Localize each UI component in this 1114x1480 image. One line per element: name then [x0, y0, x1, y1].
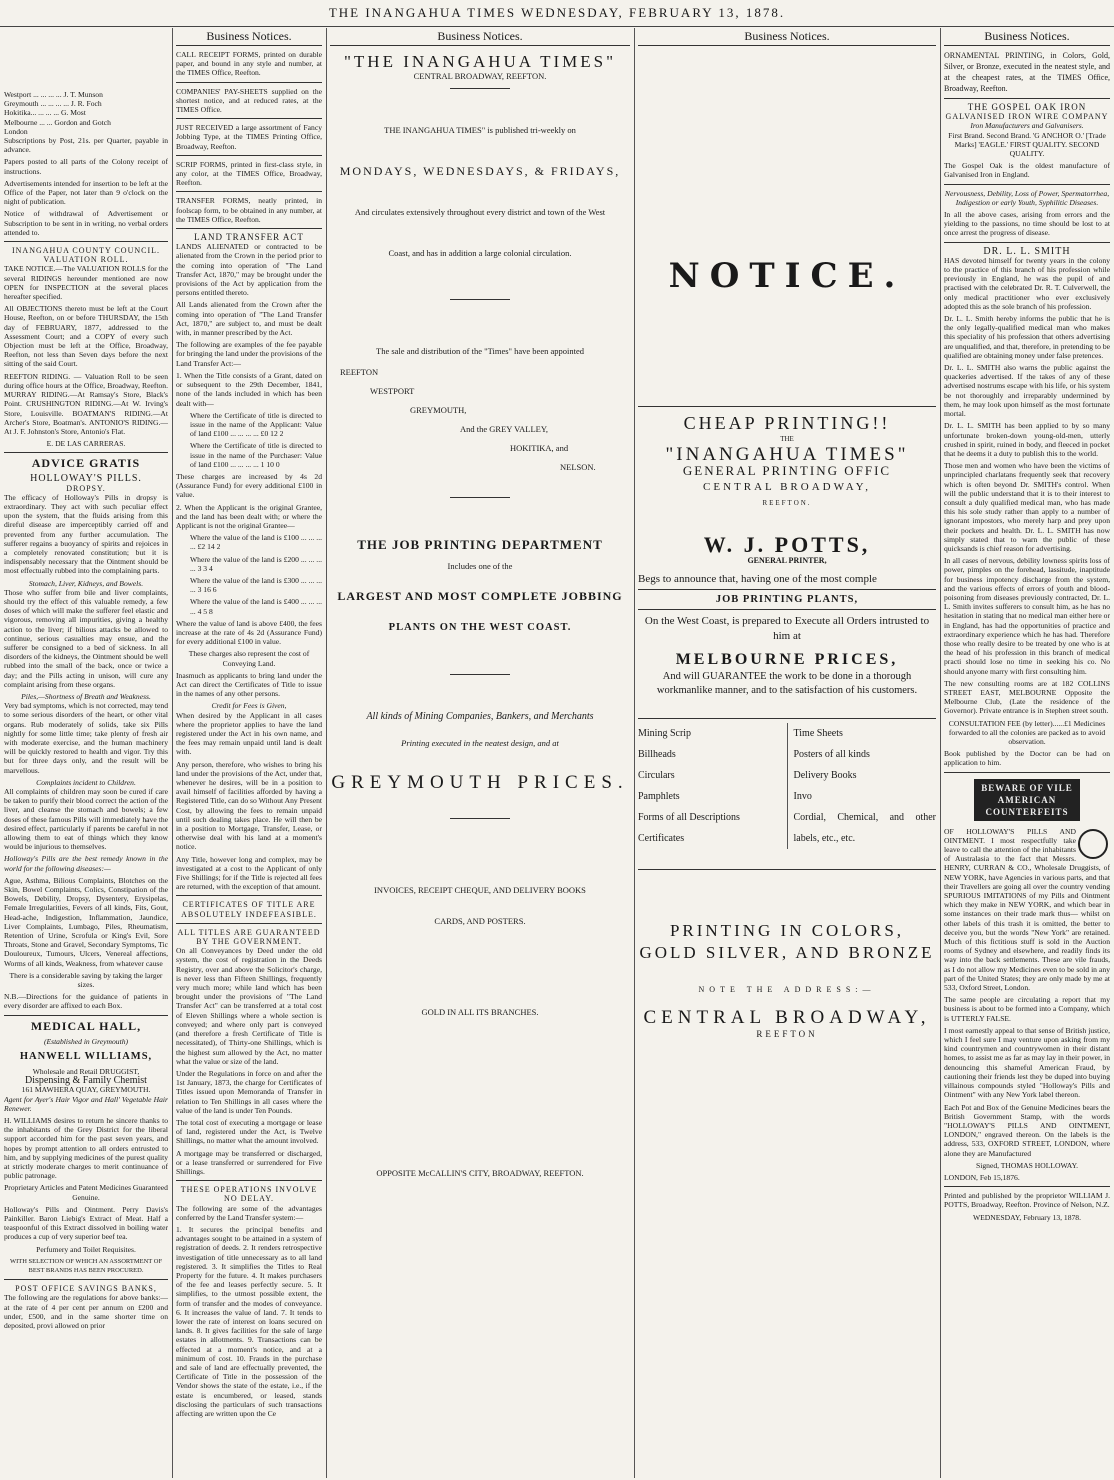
receipt-forms-ad: CALL RECEIPT FORMS, printed on durable paper, and bound in any style and number, at the TIMES Office, Reefton. — [176, 50, 322, 78]
products-text: Holloway's Pills and Ointment. Perry Davis's Painkiller. Baron Liebig's Extract of Meat. Half a teaspoonful of this Extract dissolved in boiling water produces a cup of very superior beef tea. — [4, 1204, 168, 1242]
service-item: Time Sheets — [793, 728, 843, 739]
place-name: And the GREY VALLEY, — [460, 424, 548, 434]
savings-heading: POST OFFICE SAVINGS BANKS, — [15, 1284, 157, 1294]
cards-text: CARDS, AND POSTERS. — [434, 916, 526, 926]
column-3 — [330, 28, 630, 1476]
notice-heading: NOTICE. — [668, 256, 906, 296]
stomach-heading: Stomach, Liver, Kidneys, and Bowels. — [28, 578, 144, 588]
imprint-text: Printed and published by the proprietor WILLIAM J. POTTS, Broadway, Reefton. Province of Nelson, N.Z. — [944, 1191, 1110, 1210]
ridings-text: REEFTON RIDING. — Valuation Roll to be seen during office hours at the Office, Broadway, Reefton. MURRAY RIDING.—At Ramsay's Store, Black's Point. CRUSHINGTON RIDING.—At W. Irving's Store, Louisville. BOATMAN'S RIDING.—At Archer's Store, Boatman's. ANTONIO'S RIDING.—At J. F. Johnston's Store, Antonio's Flat. — [4, 371, 168, 436]
ads-text: Advertisements intended for insertion to be left at the Office of the Paper, not later than 9 o'clock on the night of publication. — [4, 178, 168, 207]
fee-item: These charges are increased by 4s 2d (Assurance Fund) for every additional £100 in value. — [176, 471, 322, 500]
withdrawal-text: Notice of withdrawal of Advertisement or Subscription to be sent in in writing, no verbal orders attended to. — [4, 209, 168, 237]
imprint-date: WEDNESDAY, February 13, 1878. — [973, 1212, 1081, 1222]
manufacturers-text: Iron Manufacturers and Galvanisers. — [970, 121, 1084, 131]
council-heading: INANGAHUA COUNTY COUNCIL. — [11, 246, 161, 256]
job-department-heading: THE JOB PRINTING DEPARTMENT — [357, 537, 603, 552]
agent-line: London — [4, 126, 28, 136]
williams-text: H. WILLIAMS desires to return he sincere thanks to the inhabitants of the Grey District for the liberal support accorded him for the past seven years, and hopes by prompt attention to all orders entrusted to him, and by supplying medicines of the purest quality at strictly moderate charges to merit continuance of public patronage. — [4, 1115, 168, 1181]
children-heading: Complaints incident to Children. — [36, 777, 136, 787]
piles-text: Very bad symptoms, which is not corrected, may tend to some serious disorders of the heart, or other vital organs. Rub moderately of solids, take six Pills nightly for some little time; take plenty of fresh air with moderate exercise, and the human machinery will be quickly restored to health and vigor. Try this but for three days only, and the result will be marvellous. — [4, 701, 168, 775]
central-broadway: CENTRAL BROADWAY, — [643, 1007, 931, 1028]
dropsy-text: The efficacy of Holloway's Pills in dropsy is extraordinary. They act with such peculiar effect upon the system, that the fluids arising from this direful disease are imperceptibly carried off and prevented from any further accumulation. The sufferer regains a buoyancy of spirits and rejoices in a completely renovated constitution; but it is indispensably necessary that the Ointment should be most effectually rubbed into the complaining parts. — [4, 492, 168, 576]
printer-text: GENERAL PRINTER, — [747, 556, 827, 565]
mortgage-text: A mortgage may be transferred or discharged, or a lease transferred or surrendered for Five Shillings. — [176, 1148, 322, 1176]
greymouth-prices: GREYMOUTH PRICES. — [331, 772, 629, 793]
gold-text: GOLD IN ALL ITS BRANCHES. — [421, 1007, 539, 1017]
children-text: All complaints of children may soon be cured if care be taken to purify their blood correct the action of the liver, and cleanse the stomach and bowels; a few doses of these famous Pills will immediately have the desired effect, particularly if parents be careful in not allowing them to eat of things which they know would be injurious to themselves. — [4, 787, 168, 852]
certificates-heading: CERTIFICATES OF TITLE ARE ABSOLUTELY INDEFEASIBLE. — [181, 900, 317, 919]
fee-item: 1. When the Title consists of a Grant, dated on or subsequent to the 29th December, 1841, none of the lands included in which has been dealt with— — [176, 370, 322, 408]
service-item: Mining Scrip — [638, 728, 692, 739]
reefton-text: REEFTON — [756, 1029, 818, 1039]
diseases-list: Ague, Asthma, Bilious Complaints, Blotches on the Skin, Bowel Complaints, Colics, Constipation of the Bowels, Debility, Dropsy, Dysentery, Erysipelas, Female Irregularities, Fevers of all kinds, Fits, Gout, Head-ache, Indigestion, Inflammation, Jaundice, Liver Complaints, Lumbago, Piles, Rheumatism, Retention of Urine, Scrofula or King's Evil, Sore Throats, Stone and Gravel, Secondary Symptoms, Tic Douloureux, Tumours, Ulcers, Venereal affections, Worms of all kinds, Weakness, from whatever cause — [4, 875, 168, 968]
doctor-text: Dr. L. L. Smith hereby informs the public that he is the only legally-qualified medical man who makes this speciality of his profession that others advertising are unqualified, and that, therefore, in pretending to be qualified are obtaining money under false pretences. — [944, 314, 1110, 360]
saving-text: There is a considerable saving by taking the larger sizes. — [9, 970, 163, 990]
credit-heading: Credit for Fees is Given, — [211, 701, 287, 711]
land-transfer-text: LANDS ALIENATED or contracted to be alienated from the Crown in the period prior to the coming into operation of "The Land Transfer Act, 1870," may be brought under the provisions of the Act by application from the persons entitled thereto. — [176, 242, 322, 298]
broadway-text: CENTRAL BROADWAY, — [703, 481, 871, 493]
place-name: REEFTON — [340, 367, 379, 377]
title-note: Any Title, however long and complex, may be investigated at a cost to the Applicant of only Five Shillings; for if the Title is rejected all fees are returned, with the exception of that amount. — [176, 854, 322, 892]
agent-line: Westport ... ... ... ... J. T. Munson — [4, 90, 103, 99]
regulations-text: Under the Regulations in force on and after the 1st January, 1873, the charge for Certificates of Titles issued upon Memoranda of Transfer in relation to Ten Shillings in all cases where the value of the land is under Ten Pounds. — [176, 1068, 322, 1115]
guarantee-text: And will GUARANTEE the work to be done in a thorough workmanlike manner, and to the satisfaction of his customers. — [656, 671, 918, 696]
fee-item: Where the value of the land is £100 ... ... ... ... £2 14 2 — [190, 533, 322, 552]
times-address: CENTRAL BROADWAY, REEFTON. — [413, 71, 547, 81]
place-name: WESTPORT — [370, 386, 415, 396]
credit-text: When desired by the Applicant in all cases where the proprietor applies to have the land registered under the Act in his own name, and the fees may remain unpaid until land is dealt with. — [176, 710, 322, 757]
column-header: Business Notices. — [176, 28, 322, 46]
piles-heading: Piles,—Shortness of Breath and Weakness. — [21, 691, 151, 701]
delay-heading: THESE OPERATIONS INVOLVE NO DELAY. — [180, 1185, 318, 1204]
fee-item: Where the Certificate of title is directed to issue in the name of the Purchaser: Value of land £100 ... ... ... ... 1 10 0 — [190, 441, 322, 469]
oldest-text: The Gospel Oak is the oldest manufacture of Galvanised Iron in England. — [944, 161, 1110, 180]
hanwell-heading: HANWELL WILLIAMS, — [19, 1050, 153, 1062]
perfumery-text: Perfumery and Toilet Requisites. — [36, 1244, 136, 1254]
wholesale-text: Wholesale and Retail DRUGGIST, — [32, 1066, 140, 1076]
brands-text: First Brand. Second Brand. 'G ANCHOR O.' [Trade Marks] 'EAGLE.' FIRST QUALITY. SECOND QUALITY. — [948, 130, 1106, 159]
doctor-text: Those men and women who have been the victims of unprincipled charlatans frequently seek that recovery which is often beyond Dr. SMITH's control. When will the public understand that it is to their interest to consult a duly qualified medical man, who has made this his sole study rather than apply to a number of ignorant impostors, who merely harp and prey upon their pockets and health. Dr. L. L. SMITH has now simply stated that to warn the public of these quicksands is chief reason for advertising. — [944, 461, 1110, 553]
column-1 — [4, 28, 168, 1476]
note-text: NOTE THE ADDRESS:— — [698, 985, 876, 994]
nb-text: N.B.—Directions for the guidance of patients in every disorder are affixed to each Box. — [4, 992, 168, 1011]
consulting-text: The new consulting rooms are at 182 COLLINS STREET EAST, MELBOURNE Opposite the Melbourne Club, (Late the residence of the Governor). Private entrance is in Stephen street south. — [944, 678, 1110, 716]
galvanised-heading: GALVANISED IRON WIRE COMPANY — [945, 112, 1109, 122]
agent-line: Greymouth ... ... ... ... J. R. Foch — [4, 99, 102, 109]
advice-heading: ADVICE GRATIS — [31, 456, 141, 471]
ornamental-ad: ORNAMENTAL PRINTING, in Colors, Gold, Silver, or Bronze, executed in the neatest style, and at the cheapest rates, at the TIMES Office, Broadway, Reefton. — [944, 51, 1110, 93]
subscription-text: Subscriptions by Post, 21s. per Quarter, payable in advance. — [4, 136, 168, 155]
fees-intro: The following are examples of the fee payable for bringing the land under the provisions of the Land Transfer Act:— — [176, 340, 322, 368]
potts-heading: W. J. POTTS, — [703, 532, 871, 557]
includes-text: Includes one of the — [447, 561, 513, 571]
published-text: THE INANGAHUA TIMES" is published tri-weekly on — [384, 125, 576, 135]
dispensing-heading: Dispensing & Family Chemist — [25, 1075, 147, 1087]
column-rule — [634, 28, 635, 1478]
circulation-text: And circulates extensively throughout every district and town of the West — [354, 207, 606, 217]
column-2 — [176, 28, 322, 1476]
valuation-heading: VALUATION ROLL. — [43, 255, 129, 265]
service-item: Cordial, Chemical, and other labels, etc., etc. — [793, 812, 936, 844]
doctor-name: DR. L. L. SMITH — [983, 245, 1071, 257]
nervous-heading: Nervousness, Debility, Loss of Power, Spermatorrhea, Indigestion or early Youth, Syphilitic Diseases. — [944, 188, 1110, 207]
place-name: NELSON. — [560, 462, 596, 472]
fee-item: Where the value of land is above £400, the fees increase at the rate of 4s 2d (Assurance Fund) for every additional £100 in value. — [176, 618, 322, 647]
fee-note: These charges also represent the cost of Conveying Land. — [188, 649, 310, 668]
doctor-text: Dr. L. L. SMITH also warns the public against the quackeries advertised. If the takes of any of these advertised nostrums escape with his life, or his system be not thoroughly and irreparably undermined by them, he may look upon himself as the most fortunate mortal. — [944, 363, 1110, 419]
doctor-text: Dr. L. L. SMITH has been applied to by so many unfortunate broken-down young-old-men, utterly crushed in spirit, ruined in body, and fleeced in pocket that he deems it a duty to publish this to the world. — [944, 421, 1110, 458]
column-rule — [326, 28, 327, 1478]
selection-text: WITH SELECTION OF WHICH AN ASSORTMENT OF BEST BRANDS HAS BEEN PROCURED. — [9, 1257, 163, 1274]
gospel-oak-heading: THE GOSPEL OAK IRON — [967, 102, 1087, 112]
remedy-text: Holloway's Pills are the best remedy known in the world for the following diseases:— — [4, 854, 168, 873]
holloway-text: Each Pot and Box of the Genuine Medicines bears the British Government Stamp, with the words "HOLLOWAY'S PILLS AND OINTMENT, LONDON," engraved thereon. On the labels is the address, 533, OXFORD STREET, LONDON, where alone they are Manufactured — [944, 1102, 1110, 1158]
service-item: Billheads — [638, 749, 676, 760]
person-text: Any person, therefore, who wishes to bring his land under the provisions of the Act, under that, whenever he desires, will be in a position to avail himself of facilities afforded by having a Registered Title, can do so Without Any Present Cost, by allowing the fees to remain unpaid until such dealing takes place. He will then be in a position to Mortgage, Transfer, Lease, or otherwise deal with his land at a moment's notice. — [176, 759, 322, 852]
scrip-ad: SCRIP FORMS, printed in first-class style, in any color, at the TIMES Office, Broadway, Reefton. — [176, 159, 322, 188]
service-item: Delivery Books — [793, 770, 857, 781]
service-item: Circulars — [638, 770, 675, 781]
land-transfer-heading: LAND TRANSFER ACT — [194, 232, 304, 243]
advantages-list: 1. It secures the principal benefits and advantages sought to be attained in a system of registration of deeds. 2. It renders retrospective investigation of title unnecessary as to all land registered. 3. It simplifies the Titles to Real Property for the future. 4. It makes purchasers of the fee and leases perfectly secure. 5. It simplifies, to the utmost possible extent, the form of transfer and the modes of conveyance. 6. It increases the value of land. 7. It tends to lower the rate of interest on loans secured on lands. 8. It gives facilities for the sale of large estates in allotments. 9. Transactions can be effected at a moment's notice, and at a minimum of cost. 10. Frauds in the purchase and sale of land are effectually prevented, the Certificate of Title in the possession of the Vendor shows the state of the estate, i.e., if the estate is encumbered, or leased, stands disclosing the particulars of such transactions affecting are written upon the Ce — [176, 1224, 322, 1419]
mortgage-text: The total cost of executing a mortgage or lease of land, registered under the Act, is Twelve Shillings, no matter what the amount involved. — [176, 1117, 322, 1146]
column-rule — [940, 28, 941, 1478]
pay-sheets-ad: COMPANIES' PAY-SHEETS supplied on the shortest notice, and at reduced rates, at the TIMES Office. — [176, 86, 322, 115]
fee-item: Where the Certificate of title is directed to issue in the name of the Applicant: Value of land £100 ... ... ... ... £0 12 2 — [190, 410, 322, 439]
holloway-text-body: OF HOLLOWAY'S PILLS AND OINTMENT. I most respectfully take leave to call the attention of the inhabitants of Australasia to the fact that Messrs. HENRY, CURRAN & CO., Wholesale Druggists, of NEW YORK, have Agencies in various parts, and that their Travellers are going all over the country vending SPURIOUS IMITATIONS of my Pills and Ointment which they make in NEW YORK, and which bear in some instances on their trade mark thus— whilst on other labels of this trash it is omitted, the better to deceive you, but the words "New York" are retained. Much of this fictitious stuff is sold in the Auction rooms of Sydney and elsewhere, and readily finds its way into the back settlements. These are vile frauds, as I do not allow my Medicines even to be sold in any part of the United States; they are only made by me at 533, Oxford Street, London. — [944, 826, 1110, 993]
type-ad: JUST RECEIVED a large assortment of Fancy Jobbing Type, at the TIMES Printing Office, Broadway, Reefton. — [176, 123, 322, 151]
service-item: Invo — [793, 791, 812, 802]
circulation-text: Coast, and has in addition a large colonial circulation. — [388, 248, 572, 258]
place-name: HOKITIKA, and — [510, 443, 569, 453]
advantages-intro: The following are some of the advantages conferred by the Land Transfer system:— — [176, 1203, 322, 1222]
conveyance-text: On all Conveyances by Deed under the old system, the cost of registration in the Deeds Registry, over and above the Solicitor's charge, is never less than Fifteen Shillings, frequently very much more; while land which has been brought under the provisions of "The Land Transfer Act" can be transferred at a total cost of Eleven Shillings where a whole section is conveyed; and where only part is conveyed (and therefore a fresh Certificate of Title is necessitated), of Thirty-one Shillings, which is the highest sum allowed by the Act, no matter what the value or size of the land. — [176, 946, 322, 1066]
agents-list — [4, 90, 168, 136]
fee-item: 2. When the Applicant is the original Grantee, and the land has been dealt with; or where the Applicant is not the original Grantee— — [176, 502, 322, 530]
plants-text: PLANTS ON THE WEST COAST. — [388, 622, 572, 633]
service-item: Forms of all Descriptions — [638, 812, 740, 823]
take-notice-text: TAKE NOTICE.—The VALUATION ROLLS for the several RIDINGS hereunder mentioned are now OPEN for INSPECTION at the several places hereafter specified. — [4, 264, 168, 302]
times-title: "THE INANGAHUA TIMES" — [343, 52, 617, 71]
times-name: "INANGAHUA TIMES" — [665, 444, 909, 465]
signature: E. DE LAS CARRERAS. — [46, 439, 126, 449]
transfer-ad: TRANSFER FORMS, neatly printed, in foolscap form, to be obtained in any number, at the TIMES Office, Reefton. — [176, 196, 322, 224]
place-name: GREYMOUTH, — [410, 405, 467, 415]
all-kinds-text: All kinds of Mining Companies, Bankers, and Merchants — [366, 711, 594, 722]
reefton-text: REEFTON. — [762, 499, 812, 507]
days-text: MONDAYS, WEDNESDAYS, & FRIDAYS, — [339, 164, 621, 178]
column-header: Business Notices. — [330, 28, 630, 46]
plants-heading: JOB PRINTING PLANTS, — [638, 589, 936, 610]
holloway-text — [944, 827, 1110, 993]
holloway-text: The same people are circulating a report that my business is about to be formed into a Company, which is UTTERLY FALSE. — [944, 995, 1110, 1023]
fee-item: Where the value of the land is £200 ... ... ... ... 3 3 4 — [190, 554, 322, 573]
agent-text: Agent for Ayer's Hair Vigor and Hall' Vegetable Hair Renewer. — [4, 1094, 168, 1113]
book-text: Book published by the Doctor can be had on application to him. — [944, 749, 1110, 768]
column-header: Business Notices. — [638, 28, 936, 46]
seal-icon — [1078, 829, 1108, 859]
fee-item: Where the value of the land is £400 ... ... ... ... 4 5 8 — [190, 597, 322, 616]
coast-text: On the West Coast, is prepared to Execute all Orders intrusted to him at — [644, 615, 930, 642]
begs-text: Begs to announce that, having one of the most comple — [638, 573, 877, 585]
printing-text: Printing executed in the neatest design, and at — [401, 738, 559, 748]
holloway-heading: HOLLOWAY'S PILLS. — [30, 473, 142, 485]
agent-line: Melbourne ... ... Gordon and Gotch — [4, 117, 111, 127]
agents-intro: The sale and distribution of the "Times" have been appointed — [376, 346, 584, 356]
holloway-text: I most earnestly appeal to that sense of British justice, which I feel sure I may venture upon asking from my kind countrymen and countrywomen in their distant homes, to assist me as far as may lay in their power, in denouncing this shameful American Fraud, by cautioning their friends lest they be duped into buying villainous compounds styled "Holloway's Pills and Ointment" with any New York label thereon. — [944, 1025, 1110, 1100]
guaranteed-heading: ALL TITLES ARE GUARANTEED BY THE GOVERNMENT. — [177, 927, 321, 947]
column-header: Business Notices. — [944, 28, 1110, 46]
colors-heading: PRINTING IN COLORS, GOLD SILVER, AND BRONZE — [639, 921, 935, 962]
service-item: Pamphlets — [638, 791, 680, 802]
service-item: Posters of all kinds — [793, 749, 870, 760]
column-5 — [944, 28, 1110, 1476]
masthead: THE INANGAHUA TIMES WEDNESDAY, FEBRUARY 13, 1878. — [0, 0, 1114, 27]
inasmuch-text: Inasmuch as applicants to bring land under the Act can direct the Certificates of Title to issue in the names of any other persons. — [176, 670, 322, 699]
cheap-printing-heading: CHEAP PRINTING!! — [683, 413, 891, 433]
fee-text: CONSULTATION FEE (by letter)......£1 Medicines forwarded to all the colonies are packed as to avoid observation. — [948, 718, 1106, 746]
doctor-text: In all cases of nervous, debility lowness spirits loss of power, pimples on the forehead, lassitude, inaptitude for business impotency discharge from the system, and the various effects of errors of youth and blood-poisoning from diseases previously contracted, Dr. L. L. Smith invites sufferers to consult him, as he has no hesitation in stating that no medical man either here or in England, has had the opportunities of practice and extraordinary experience which he has had. Therefore those who really desire to be treated by one who is at the head of his profession in this branch of medical practi should lose no time in seeking his co. No should anyone marry with first consulting him. — [944, 556, 1110, 676]
dropsy-heading: DROPSY. — [66, 483, 106, 493]
land-transfer-text: All Lands alienated from the Crown after the coming into operation of "The Land Transfer Act, 1870," are subject to, and must be dealt with, in manner prescribed by the Act. — [176, 300, 322, 338]
stomach-text: Those who suffer from bile and liver complaints, should try the effect of this valuable remedy, a few doses of which will make the sufferer feel elastic and vigorous, removing all impurities, giving a healthy action to the liver; if bilious attacks be allowed to continue, serious casualties may ensue, and the sufferer be consigned to a bed of sickness. In all disorders of the kidneys, the Ointment should be well rubbed into the small of the back, once or twice a day; and the Pills acting in unison, will cure any complaint arising from these organs. — [4, 587, 168, 689]
column-rule — [172, 28, 173, 1478]
papers-text: Papers posted to all parts of the Colony receipt of instructions. — [4, 157, 168, 176]
opposite-text: OPPOSITE McCALLIN'S CITY, BROADWAY, REEFTON. — [376, 1168, 584, 1178]
established-text: (Established in Greymouth) — [43, 1036, 129, 1046]
fee-item: Where the value of the land is £300 ... ... ... ... 3 16 6 — [190, 575, 322, 595]
largest-text: LARGEST AND MOST COMPLETE JOBBING — [337, 589, 623, 603]
beware-banner: BEWARE OF VILE AMERICAN COUNTERFEITS — [974, 779, 1080, 821]
melbourne-prices: MELBOURNE PRICES, — [675, 651, 899, 668]
savings-text: The following are the regulations for above banks:— at the rate of 4 per cent per annum on £200 and under, £500, and in the same shorter time on deposited, provi allowed on prior — [4, 1293, 168, 1330]
service-item: Certificates — [638, 833, 685, 844]
medical-hall-heading: MEDICAL HALL, — [30, 1018, 142, 1033]
invoices-text: INVOICES, RECEIPT CHEQUE, AND DELIVERY BOOKS — [374, 885, 586, 895]
holloway-signature: Signed, THOMAS HOLLOWAY. — [976, 1160, 1078, 1170]
nervous-text: In all the above cases, arising from errors and the yielding to the passions, no time should be lost to at once arrest the progress of disease. — [944, 210, 1110, 238]
proprietary-text: Proprietary Articles and Patent Medicines Guaranteed Genuine. — [4, 1183, 168, 1202]
quay-text: 161 MAWHERA QUAY, GREYMOUTH. — [21, 1085, 151, 1095]
doctor-text: HAS devoted himself for twenty years in the colony to the practice of this branch of his profession while previously in England, he was the pupil of and practised with the celebrated Dr. R. T. Culverwell, the only medical practitioner who ever exclusively adopted this as the sole branch of his profession. — [944, 255, 1110, 311]
agent-line: Hokitika... ... ... ... G. Most — [4, 108, 86, 118]
the-text: THE — [780, 435, 794, 443]
holloway-date: LONDON, Feb 15,1876. — [944, 1172, 1020, 1182]
column-4 — [638, 28, 936, 1476]
objections-text: All OBJECTIONS thereto must be left at the Court House, Reefton, on or before THURSDAY, the 15th day of FEBRUARY, 1877, addressed to the Assessment Court; and a COPY of every such Objection must be left at the Office, Broadway, Reefton, not less than Seven days before the next sitting of the said Court. — [4, 304, 168, 369]
office-text: GENERAL PRINTING OFFIC — [682, 463, 892, 478]
